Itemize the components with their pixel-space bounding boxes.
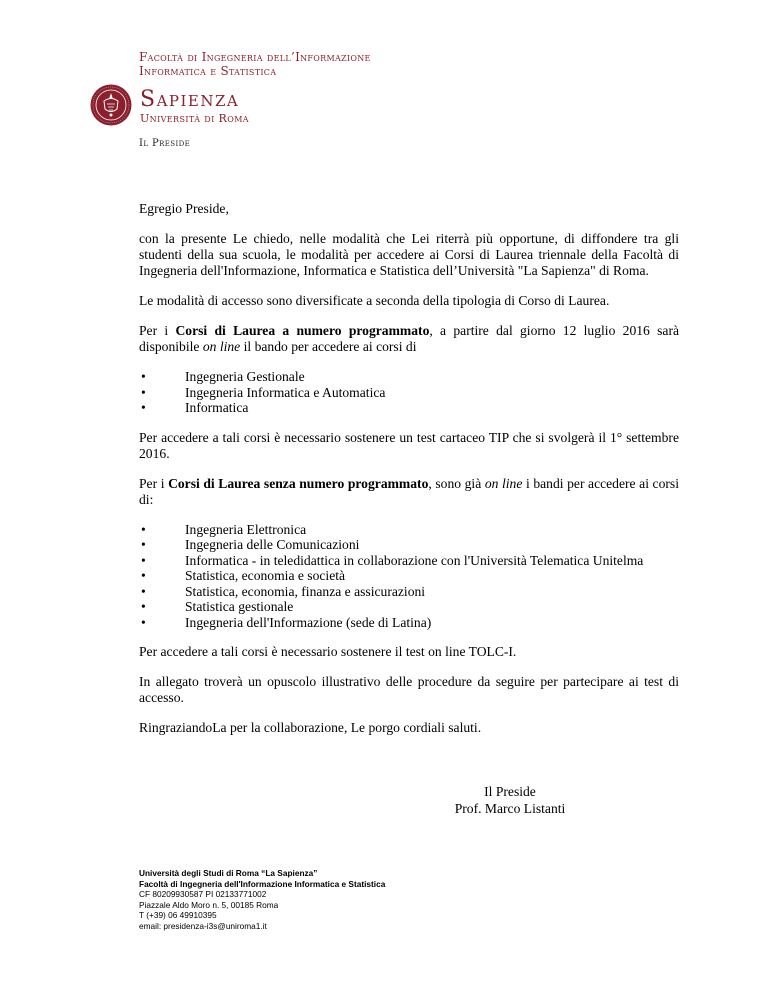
signature-title: Il Preside (484, 784, 536, 799)
paragraph-closing: RingraziandoLa per la collaborazione, Le porgo cordiali saluti. (139, 720, 482, 735)
italic-on-line: on line (202, 339, 241, 354)
faculty-header (139, 50, 371, 78)
footer-email: email: presidenza-i3s@uniroma1.it (139, 920, 267, 931)
signature-block (400, 783, 620, 817)
salutation: Egregio Preside, (139, 201, 229, 216)
footer-faculty: Facoltà di Ingegneria dell'Informazione Informatica e Statistica (139, 878, 386, 889)
bold-senza-numero: Corsi di Laurea senza numero programmato (168, 475, 429, 491)
paragraph-tip-test: Per accedere a tali corsi è necessario sostenere un test cartaceo TIP che si svolgerà il 1° settembre 2016. (139, 429, 679, 461)
italic-on-line: on line (484, 475, 523, 491)
paragraph-tolc: Per accedere a tali corsi è necessario sostenere il test on line TOLC-I. (139, 644, 517, 659)
footer-university: Università degli Studi di Roma “La Sapienza” (139, 868, 318, 878)
list-item: • Ingegneria dell'Informazione (sede di Latina) (139, 615, 679, 631)
faculty-line-1: Facoltà di Ingegneria dell’Informazione (139, 50, 371, 64)
footer-phone: T (+39) 06 49910395 (139, 910, 217, 921)
university-name: Sapienza (140, 87, 240, 112)
list-item: • Ingegneria Gestionale (139, 369, 679, 385)
list-item: • Ingegneria delle Comunicazioni (139, 537, 679, 553)
office-label: Il Preside (139, 138, 191, 149)
course-list-libero (139, 522, 679, 631)
university-subtitle: Università di Roma (140, 112, 249, 125)
footer-tax-codes: CF 80209930587 PI 02133771002 (139, 889, 267, 900)
paragraph-access-modes: Le modalità di accesso sono diversificate a seconda della tipologia di Corso di Laurea. (139, 293, 610, 308)
paragraph-intro: con la presente Le chiedo, nelle modalità che Lei riterrà più opportune, di diffondere tra gli studenti della sua scuola, le modalità per accedere ai Corsi di Laurea triennale della Facoltà di Ingegneria dell'Informazione, Informatica e Statistica dell’Università "La Sapienza" di Roma. (139, 231, 679, 278)
paragraph-attachment: In allegato troverà un opuscolo illustrativo delle procedure da seguire per partecipare ai test di accesso. (139, 674, 679, 705)
footer-address: Piazzale Aldo Moro n. 5, 00185 Roma (139, 899, 279, 910)
list-item: • Ingegneria Elettronica (139, 522, 679, 538)
list-item: • Informatica - in teledidattica in collaborazione con l'Università Telematica Unitelma (139, 553, 679, 569)
list-item: • Informatica (139, 400, 679, 416)
course-list-programmato (139, 369, 679, 416)
university-brand (140, 89, 249, 126)
paragraph-senza-numero: Per i Corsi di Laurea senza numero programmato, sono già on line i bandi per accedere ai corsi di: (139, 475, 679, 507)
bold-numero-programmato: Corsi di Laurea a numero programmato (175, 323, 430, 338)
signature-name: Prof. Marco Listanti (454, 801, 566, 816)
list-item: • Ingegneria Informatica e Automatica (139, 385, 679, 401)
list-item: • Statistica gestionale (139, 599, 679, 615)
paragraph-numero-programmato: Per i Corsi di Laurea a numero programmato, a partire dal giorno 12 luglio 2016 sarà disponibile on line il bando per accedere ai corsi di (139, 323, 680, 354)
list-item: • Statistica, economia, finanza e assicurazioni (139, 584, 679, 600)
letter-body (139, 201, 679, 736)
sapienza-seal-icon (90, 84, 132, 126)
list-item: • Statistica, economia e società (139, 568, 679, 584)
faculty-line-2: Informatica e Statistica (139, 64, 277, 78)
footer (139, 868, 385, 932)
